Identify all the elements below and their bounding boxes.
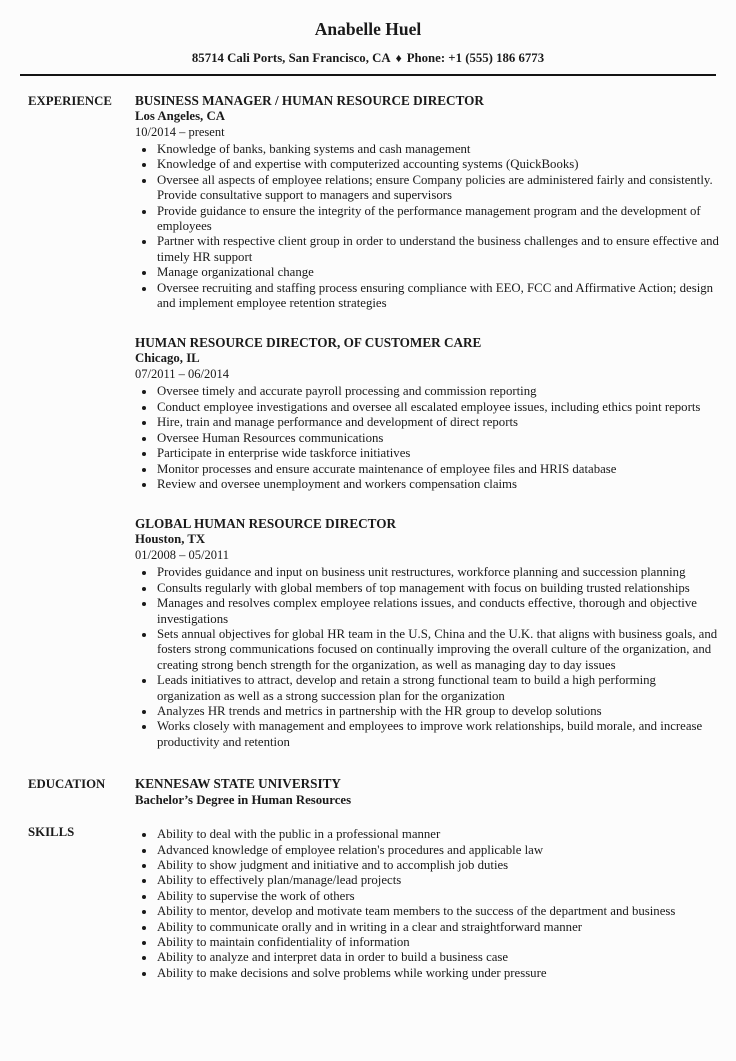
skills-label: SKILLS xyxy=(28,825,75,840)
contact-line xyxy=(0,51,736,66)
skill-bullet: • Ability to show judgment and initiative and to accomplish job duties xyxy=(156,858,720,873)
job-bullet: • Leads initiatives to attract, develop and retain a strong functional team to build a high performing organization as well as a strong succession plan for the organization xyxy=(156,673,720,704)
skill-bullet: • Ability to make decisions and solve problems while working under pressure xyxy=(156,966,720,981)
degree-name: Bachelor’s Degree in Human Resources xyxy=(135,793,352,808)
education-label: EDUCATION xyxy=(28,777,106,792)
contact-phone: Phone: +1 (555) 186 6773 xyxy=(406,51,545,65)
job-bullet: • Knowledge of banks, banking systems and cash management xyxy=(156,142,720,157)
job-location: Chicago, IL xyxy=(135,351,200,366)
experience-section xyxy=(0,93,736,750)
job-bullet: • Participate in enterprise wide taskforce initiatives xyxy=(156,446,720,461)
experience-body xyxy=(135,93,720,750)
job-entry xyxy=(135,93,720,311)
job-bullet: • Manage organizational change xyxy=(156,265,720,280)
job-bullet: • Sets annual objectives for global HR team in the U.S, China and the U.K. that aligns with business goals, and fosters strong communications focused on continually improving the overall culture of the organization, and creating strong bench strength for the organization, as well as managing day to day issues xyxy=(156,627,720,673)
job-bullet: • Knowledge of and expertise with computerized accounting systems (QuickBooks) xyxy=(156,157,720,172)
job-bullet: • Oversee timely and accurate payroll processing and commission reporting xyxy=(156,384,720,399)
education-section xyxy=(0,776,736,808)
job-title: BUSINESS MANAGER / HUMAN RESOURCE DIRECTOR xyxy=(135,93,484,108)
job-bullet-list xyxy=(135,565,720,750)
job-bullet: • Oversee all aspects of employee relations; ensure Company policies are administered fairly and consistently. Provide consultative support to managers and supervisors xyxy=(156,173,720,204)
school-name: KENNESAW STATE UNIVERSITY xyxy=(135,776,341,792)
job-bullet: • Analyzes HR trends and metrics in partnership with the HR group to develop solutions xyxy=(156,704,720,719)
education-body xyxy=(135,776,720,808)
job-bullet: • Manages and resolves complex employee relations issues, and conducts effective, thorough and objective investigations xyxy=(156,596,720,627)
person-name: Anabelle Huel xyxy=(314,19,422,39)
skills-body xyxy=(135,824,720,981)
job-bullet: • Oversee Human Resources communications xyxy=(156,431,720,446)
job-dates: 10/2014 – present xyxy=(135,125,225,139)
job-location: Los Angeles, CA xyxy=(135,109,225,123)
skill-bullet: • Ability to effectively plan/manage/lead projects xyxy=(156,873,720,888)
skill-bullet: • Ability to supervise the work of others xyxy=(156,889,720,904)
skill-bullet: • Ability to maintain confidentiality of information xyxy=(156,935,720,950)
job-bullet: • Consults regularly with global members of top management with focus on building trusted relationships xyxy=(156,581,720,596)
job-entry xyxy=(135,335,720,492)
skill-bullet: • Ability to communicate orally and in writing in a clear and straightforward manner xyxy=(156,920,720,935)
job-bullet: • Oversee recruiting and staffing process ensuring compliance with EEO, FCC and Affirmative Action; design and implement employee retention strategies xyxy=(156,281,720,312)
job-bullet: • Conduct employee investigations and oversee all escalated employee issues, including ethics point reports xyxy=(156,400,720,415)
job-bullet-list xyxy=(135,384,720,492)
job-bullet: • Works closely with management and employees to improve work relationships, build morale, and increase productivity and retention xyxy=(156,719,720,750)
skills-section xyxy=(0,824,736,981)
job-bullet-list xyxy=(135,142,720,311)
header-divider xyxy=(20,74,716,76)
job-bullet: • Provides guidance and input on business unit restructures, workforce planning and succession planning xyxy=(156,565,720,580)
job-location: Houston, TX xyxy=(135,532,206,547)
contact-address: 85714 Cali Ports, San Francisco, CA xyxy=(191,51,391,65)
skills-bullet-list xyxy=(135,827,720,981)
job-dates: 07/2011 – 06/2014 xyxy=(135,367,229,382)
job-bullet: • Review and oversee unemployment and workers compensation claims xyxy=(156,477,720,492)
skill-bullet: • Ability to mentor, develop and motivate team members to the success of the department and business xyxy=(156,904,720,919)
job-entry xyxy=(135,516,720,750)
job-title: GLOBAL HUMAN RESOURCE DIRECTOR xyxy=(135,516,396,532)
skill-bullet: • Advanced knowledge of employee relation's procedures and applicable law xyxy=(156,843,720,858)
job-bullet: • Partner with respective client group in order to understand the business challenges and to ensure effective and timely HR support xyxy=(156,234,720,265)
job-dates: 01/2008 – 05/2011 xyxy=(135,548,229,563)
diamond-icon: ♦ xyxy=(395,51,402,65)
job-title: HUMAN RESOURCE DIRECTOR, OF CUSTOMER CARE xyxy=(135,335,482,351)
job-bullet: • Provide guidance to ensure the integrity of the performance management program and the development of employees xyxy=(156,204,720,235)
job-bullet: • Hire, train and manage performance and development of direct reports xyxy=(156,415,720,430)
job-bullet: • Monitor processes and ensure accurate maintenance of employee files and HRIS database xyxy=(156,462,720,477)
resume-header xyxy=(0,18,736,76)
experience-label: EXPERIENCE xyxy=(28,94,112,108)
skill-bullet: • Ability to deal with the public in a professional manner xyxy=(156,827,720,842)
skill-bullet: • Ability to analyze and interpret data in order to build a business case xyxy=(156,950,720,965)
